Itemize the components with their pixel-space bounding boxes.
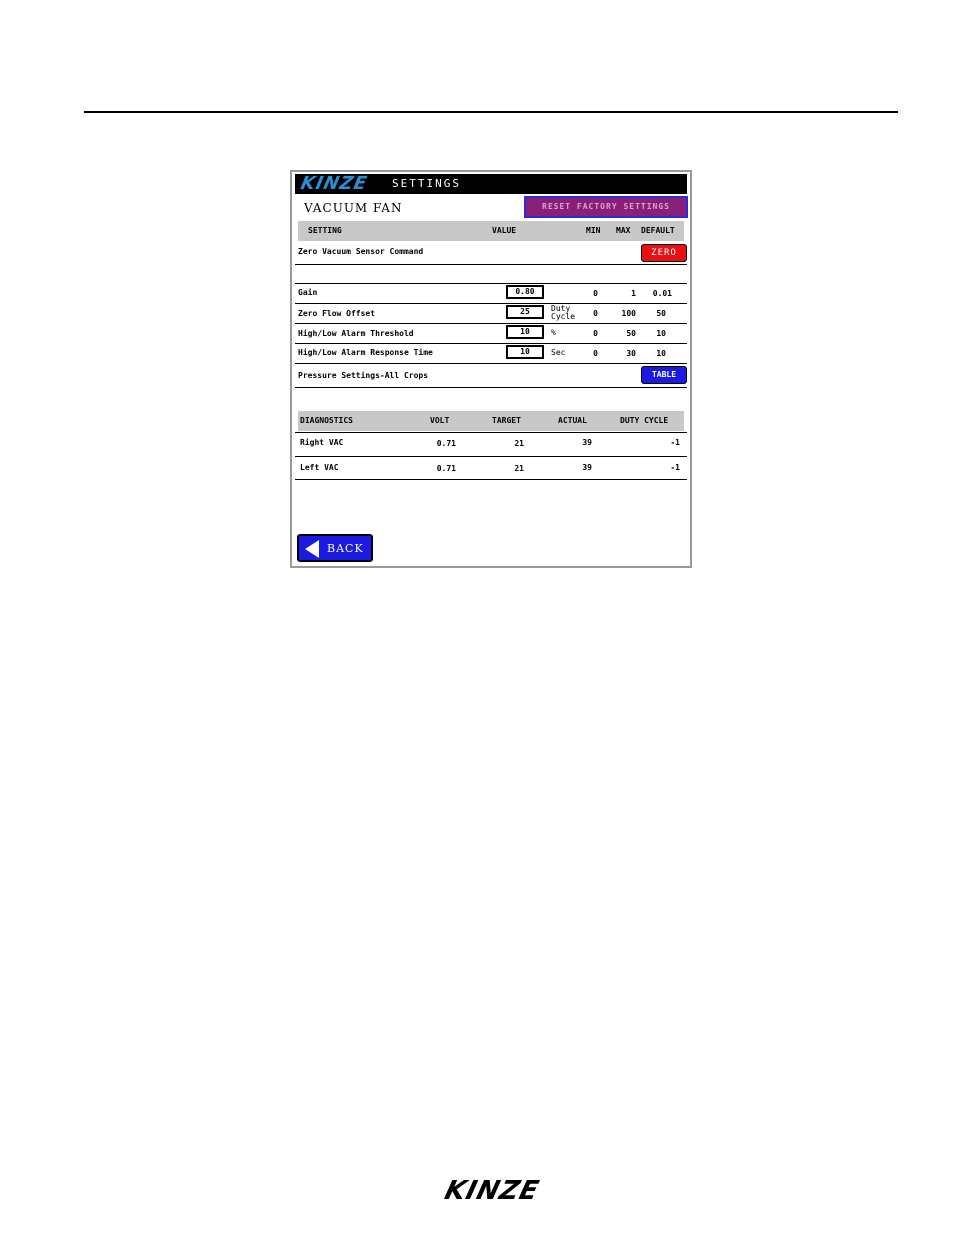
alarm-response-time-input[interactable]: 10 — [506, 345, 544, 359]
header-value: VALUE — [492, 226, 517, 235]
divider — [295, 343, 687, 344]
gain-value-input[interactable]: 0.80 — [506, 285, 544, 299]
divider — [295, 456, 687, 457]
divider — [295, 479, 687, 480]
setting-label-zero-flow-offset: Zero Flow Offset — [298, 309, 376, 318]
alarm-response-time-default: 10 — [656, 349, 666, 358]
gain-max: 1 — [631, 289, 636, 298]
page-header-rule — [84, 111, 898, 113]
kinze-logo: KINZE — [298, 173, 370, 194]
diag-name-right-vac: Right VAC — [300, 438, 344, 447]
footer-kinze-logo: KINZE — [441, 1176, 543, 1206]
back-button-label: BACK — [327, 542, 364, 555]
alarm-threshold-unit: % — [551, 328, 556, 337]
alarm-threshold-max: 50 — [626, 329, 636, 338]
alarm-response-time-max: 30 — [626, 349, 636, 358]
header-volt: VOLT — [430, 416, 450, 425]
setting-label-alarm-threshold: High/Low Alarm Threshold — [298, 329, 414, 338]
back-button[interactable] — [297, 534, 373, 562]
diag-right-actual: 39 — [582, 438, 592, 447]
divider — [295, 323, 687, 324]
setting-label-alarm-response-time: High/Low Alarm Response Time — [298, 348, 433, 357]
alarm-threshold-min: 0 — [593, 329, 598, 338]
diag-right-duty: -1 — [670, 438, 680, 447]
diag-right-volt: 0.71 — [436, 439, 456, 448]
pressure-settings-label: Pressure Settings-All Crops — [298, 371, 429, 380]
diag-left-actual: 39 — [582, 463, 592, 472]
header-max: MAX — [616, 226, 631, 235]
zero-flow-offset-default: 50 — [656, 309, 666, 318]
divider — [295, 264, 687, 265]
alarm-response-time-unit: Sec — [551, 348, 566, 357]
diag-right-target: 21 — [514, 439, 524, 448]
zero-flow-offset-max: 100 — [621, 309, 636, 318]
divider — [295, 432, 687, 433]
divider — [295, 283, 687, 284]
divider — [295, 363, 687, 364]
table-button[interactable]: TABLE — [641, 366, 687, 384]
alarm-threshold-input[interactable]: 10 — [506, 325, 544, 339]
header-diagnostics: DIAGNOSTICS — [300, 416, 353, 425]
back-arrow-icon — [305, 540, 319, 558]
alarm-response-time-min: 0 — [593, 349, 598, 358]
zero-button[interactable]: ZERO — [641, 244, 687, 262]
zero-sensor-label: Zero Vacuum Sensor Command — [298, 247, 424, 256]
page-title: VACUUM FAN — [304, 201, 403, 215]
header-default: DEFAULT — [641, 226, 675, 235]
settings-header — [298, 221, 684, 241]
divider — [295, 387, 687, 388]
reset-factory-settings-button[interactable]: RESET FACTORY SETTINGS — [524, 196, 688, 218]
gain-default: 0.01 — [652, 289, 672, 298]
header-target: TARGET — [492, 416, 521, 425]
header-setting: SETTING — [308, 226, 342, 235]
diag-left-volt: 0.71 — [436, 464, 456, 473]
diag-left-duty: -1 — [670, 463, 680, 472]
diag-left-target: 21 — [514, 464, 524, 473]
diag-name-left-vac: Left VAC — [300, 463, 339, 472]
screen-title: SETTINGS — [392, 177, 461, 190]
zero-flow-offset-unit: Duty Cycle — [551, 304, 576, 321]
header-duty-cycle: DUTY CYCLE — [620, 416, 669, 425]
settings-screen — [290, 170, 692, 568]
alarm-threshold-default: 10 — [656, 329, 666, 338]
zero-flow-offset-input[interactable]: 25 — [506, 305, 544, 319]
gain-min: 0 — [593, 289, 598, 298]
header-actual: ACTUAL — [558, 416, 587, 425]
zero-flow-offset-min: 0 — [593, 309, 598, 318]
title-bar — [295, 174, 687, 194]
divider — [295, 303, 687, 304]
diagnostics-header — [298, 411, 684, 431]
header-min: MIN — [586, 226, 601, 235]
setting-label-gain: Gain — [298, 288, 318, 297]
